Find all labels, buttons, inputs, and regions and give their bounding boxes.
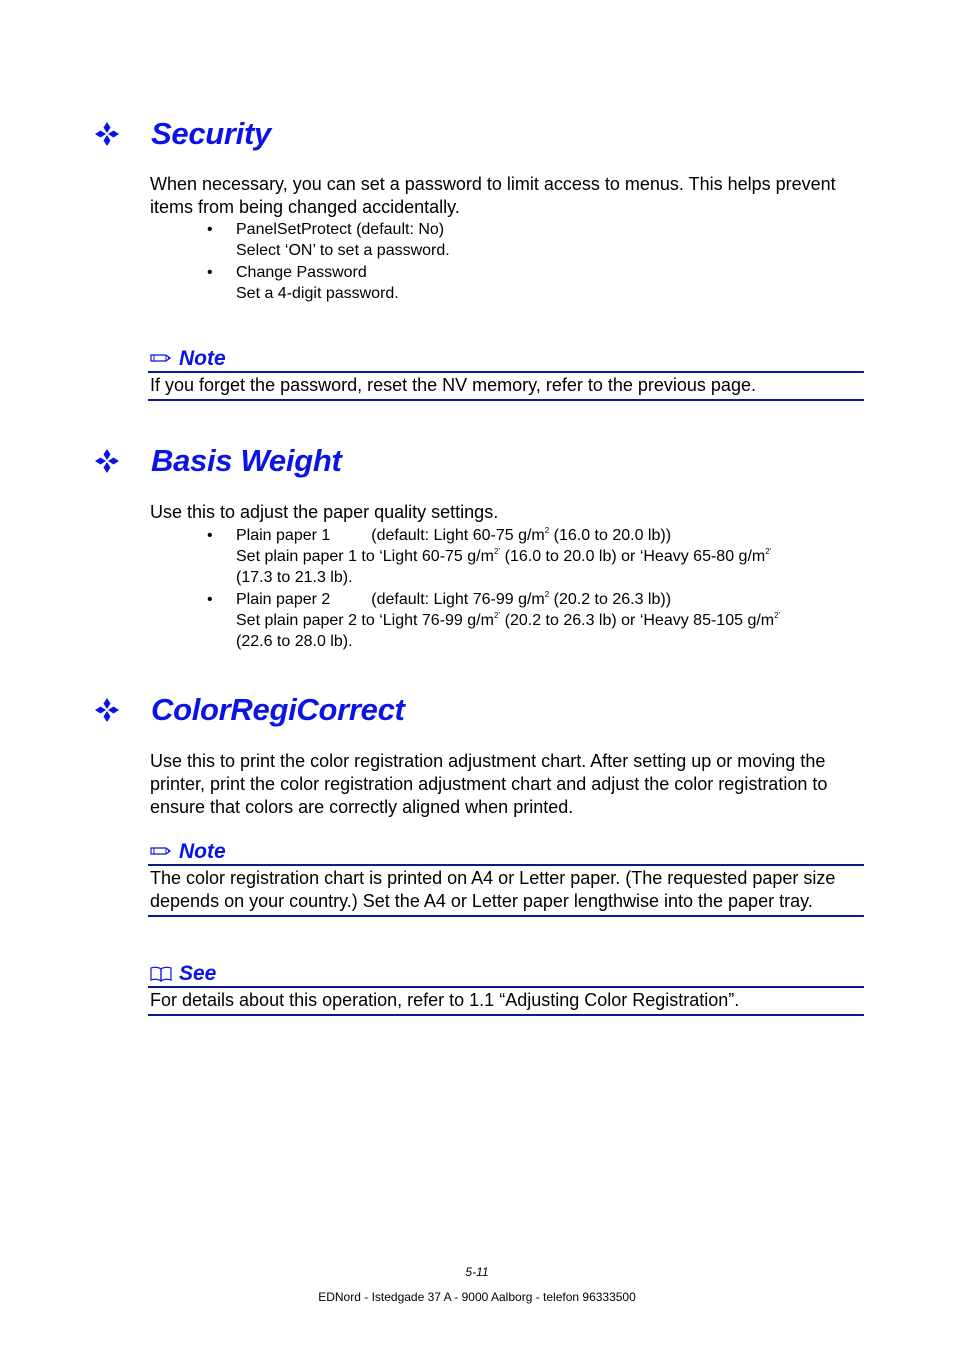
four-diamond-icon [94,448,120,474]
superscript: 2 [544,590,550,599]
paper-name: Plain paper 1 [236,527,331,544]
bullet-dot: • [207,264,213,281]
paper-setting-text: Set plain paper 2 to ‘Light 76-99 g/m [236,612,494,629]
paper-setting-text: Set plain paper 1 to ‘Light 60-75 g/m [236,548,494,565]
pencil-icon [150,844,172,858]
paper-default: (default: Light 60-75 g/m [371,527,545,544]
paper-default-range: (16.0 to 20.0 lb)) [549,527,672,544]
paper-name: Plain paper 2 [236,591,331,608]
note-title: Note [179,347,226,370]
list-item [207,589,847,652]
colorregi-intro: Use this to print the color registration adjustment chart. After setting up or moving the printer, print the color registration adjustment chart and adjust the color registration to ensure that colors are correctly aligned when printed. [150,751,828,817]
note-text: If you forget the password, reset the NV memory, refer to the previous page. [148,373,864,401]
note-box [148,840,864,917]
paper-default: (default: Light 76-99 g/m [371,591,545,608]
list-item [207,219,847,261]
list-item-label: Change Password [236,264,367,281]
four-diamond-icon [94,697,120,723]
list-item-desc: Select ‘ON’ to set a password. [236,242,450,259]
list-item-label: PanelSetProtect (default: No) [236,221,445,238]
see-title: See [179,962,217,985]
colorregi-heading [94,690,405,730]
paper-setting-text: (17.3 to 21.3 lb). [236,569,353,586]
superscript: 2’ [493,547,501,556]
basis-weight-intro: Use this to adjust the paper quality settings. [150,502,499,522]
note-box [148,347,864,401]
see-box [148,962,864,1016]
basis-weight-heading [94,441,341,481]
four-diamond-icon [94,121,120,147]
pencil-icon [150,351,172,365]
book-icon [150,966,172,982]
paper-setting-text: (22.6 to 28.0 lb). [236,633,353,650]
page-number: 5-11 [465,1265,489,1279]
superscript: 2’ [493,611,501,620]
paper-setting-text: (16.0 to 20.0 lb) or ‘Heavy 65-80 g/m [500,548,766,565]
bullet-dot: • [207,221,213,238]
security-title: Security [151,116,271,151]
superscript: 2’ [765,547,772,556]
bullet-dot: • [207,527,213,544]
list-item [207,525,847,588]
bullet-dot: • [207,591,213,608]
see-text: For details about this operation, refer to 1.1 “Adjusting Color Registration”. [148,988,864,1016]
paper-setting-text: (20.2 to 26.3 lb) or ‘Heavy 85-105 g/m [500,612,775,629]
colorregi-title: ColorRegiCorrect [151,692,405,727]
footer-address: EDNord - Istedgade 37 A - 9000 Aalborg - telefon 96333500 [318,1290,636,1304]
paper-default-range: (20.2 to 26.3 lb)) [549,591,672,608]
security-heading [94,114,271,154]
security-intro: When necessary, you can set a password to limit access to menus. This helps prevent items from being changed accidentally. [150,174,836,217]
superscript: 2 [544,526,550,535]
note-text: The color registration chart is printed on A4 or Letter paper. (The requested paper size depends on your country.) Set the A4 or Letter paper lengthwise into the paper tray. [148,866,864,917]
superscript: 2’ [774,611,781,620]
basis-weight-title: Basis Weight [151,443,342,478]
list-item-desc: Set a 4-digit password. [236,285,399,302]
list-item [207,262,847,304]
note-title: Note [179,840,226,863]
